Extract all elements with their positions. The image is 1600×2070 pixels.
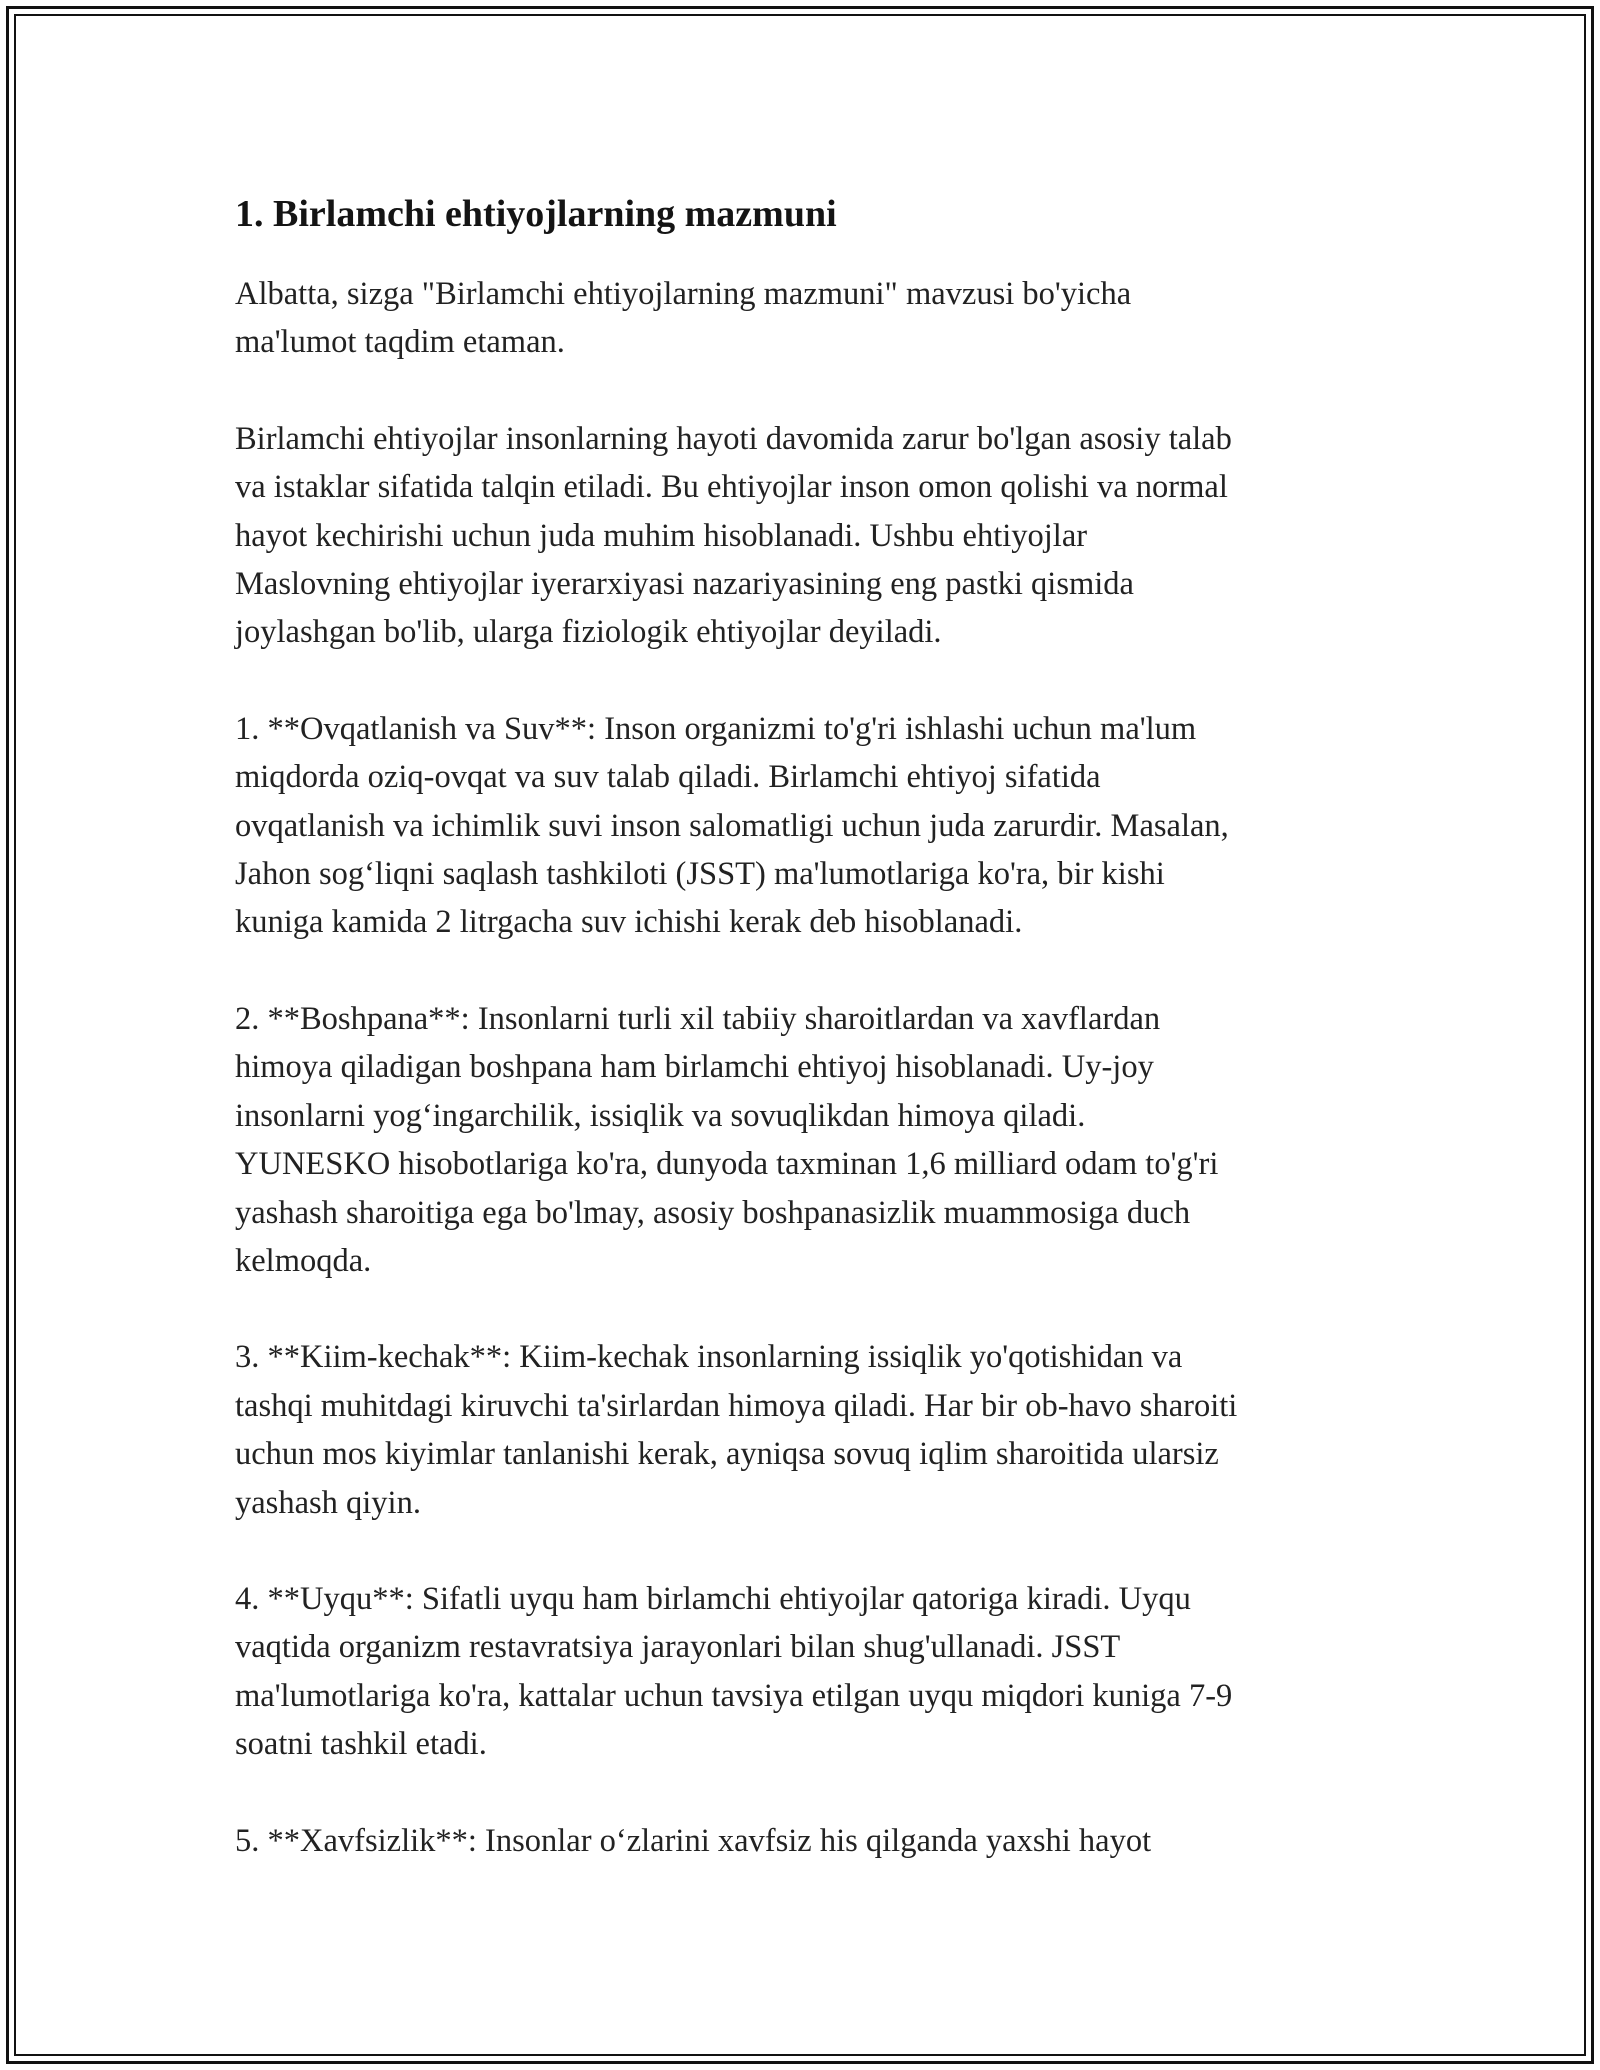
text-line: Maslovning ehtiyojlar iyerarxiyasi nazariyasining eng pastki qismida: [235, 566, 1134, 603]
text-line: kuniga kamida 2 litrgacha suv ichishi kerak deb hisoblanadi.: [235, 904, 1023, 941]
text-line: joylashgan bo'lib, ularga fiziologik ehtiyojlar deyiladi.: [235, 614, 942, 651]
text-line: Jahon sog‘liqni saqlash tashkiloti (JSST) ma'lumotlariga ko'ra, bir kishi: [235, 856, 1165, 893]
text-line: yashash sharoitiga ega bo'lmay, asosiy boshpanasizlik muammosiga duch: [235, 1194, 1191, 1231]
text-line: yashash qiyin.: [235, 1484, 421, 1521]
text-line: kelmoqda.: [235, 1242, 372, 1279]
text-line: hayot kechirishi uchun juda muhim hisoblanadi. Ushbu ehtiyojlar: [235, 517, 1088, 554]
text-line: ma'lumotlariga ko'ra, kattalar uchun tavsiya etilgan uyqu miqdori kuniga 7-9: [235, 1677, 1233, 1714]
text-line: uchun mos kiyimlar tanlanishi kerak, ayniqsa sovuq iqlim sharoitida ularsiz: [235, 1436, 1219, 1473]
paragraph: [235, 995, 1375, 1285]
document-title: 1. Birlamchi ehtiyojlarning mazmuni: [235, 193, 837, 235]
text-line: ma'lumot taqdim etaman.: [235, 324, 565, 361]
paragraph: [235, 1575, 1375, 1769]
text-line: miqdorda oziq-ovqat va suv talab qiladi. Birlamchi ehtiyoj sifatida: [235, 759, 1101, 796]
text-line: va istaklar sifatida talqin etiladi. Bu ehtiyojlar inson omon qolishi va normal: [235, 469, 1228, 506]
paragraph: [235, 1333, 1375, 1527]
text-line: 5. **Xavfsizlik**: Insonlar o‘zlarini xavfsiz his qilganda yaxshi hayot: [235, 1822, 1152, 1859]
text-line: tashqi muhitdagi kiruvchi ta'sirlardan himoya qiladi. Har bir ob-havo sharoiti: [235, 1387, 1238, 1424]
text-line: Birlamchi ehtiyojlar insonlarning hayoti davomida zarur bo'lgan asosiy talab: [235, 420, 1232, 457]
text-line: vaqtida organizm restavratsiya jarayonlari bilan shug'ullanadi. JSST: [235, 1629, 1121, 1666]
text-line: 3. **Kiim-kechak**: Kiim-kechak insonlarning issiqlik yo'qotishidan va: [235, 1339, 1183, 1376]
paragraph-list: [235, 270, 1375, 1865]
text-line: ovqatlanish va ichimlik suvi inson salomatligi uchun juda zarurdir. Masalan,: [235, 807, 1229, 844]
text-line: Albatta, sizga "Birlamchi ehtiyojlarning mazmuni" mavzusi bo'yicha: [235, 276, 1132, 312]
paragraph: [235, 705, 1375, 947]
paragraph: [235, 270, 1375, 367]
paragraph: [235, 415, 1375, 657]
text-line: soatni tashkil etadi.: [235, 1726, 487, 1763]
text-line: 1. **Ovqatlanish va Suv**: Inson organizmi to'g'ri ishlashi uchun ma'lum: [235, 710, 1197, 747]
paragraph: [235, 1817, 1375, 1865]
document-body: [235, 186, 1375, 1913]
text-line: YUNESKO hisobotlariga ko'ra, dunyoda taxminan 1,6 milliard odam to'g'ri: [235, 1146, 1219, 1183]
text-line: 4. **Uyqu**: Sifatli uyqu ham birlamchi ehtiyojlar qatoriga kiradi. Uyqu: [235, 1580, 1191, 1617]
text-line: himoya qiladigan boshpana ham birlamchi ehtiyoj hisoblanadi. Uy-joy: [235, 1049, 1154, 1086]
text-line: insonlarni yog‘ingarchilik, issiqlik va sovuqlikdan himoya qiladi.: [235, 1097, 1086, 1134]
text-line: 2. **Boshpana**: Insonlarni turli xil tabiiy sharoitlardan va xavflardan: [235, 1000, 1161, 1037]
